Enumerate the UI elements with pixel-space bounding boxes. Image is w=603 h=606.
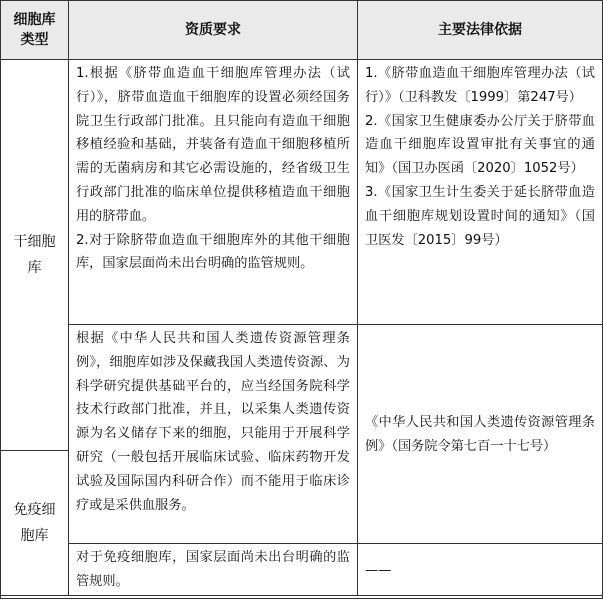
type-immune-cell-bank-text: 免疫细胞库 [13, 502, 56, 544]
header-type [1, 1, 68, 59]
header-requirements [69, 1, 357, 59]
stem-cell-requirement-1: 1.根据《脐带血造血干细胞库管理办法（试行）》，脐带血造血干细胞库的设置必须经国务院卫生行政部门批准。且只能向有造血干细胞移植经验和基础，并装备有造血干细胞移植所需的无菌病房和其它必需设施的，经省级卫生行政部门批准的临床单位提供移植造血干细胞用的脐带血。 [76, 66, 350, 224]
immune-cell-requirement-2: 对于免疫细胞库，国家层面尚未出台明确的监管规则。 [76, 550, 350, 589]
stem-cell-law-1: 1.《脐带血造血干细胞库管理办法（试行）》（卫科教发〔1999〕第247号） [365, 66, 595, 105]
header-legal-basis [358, 1, 602, 59]
immune-cell-requirement-extra [69, 544, 357, 595]
header-requirements-text: 资质要求 [185, 22, 241, 38]
border-row-split-middle [68, 324, 603, 325]
stem-cell-legal-basis [358, 60, 602, 324]
type-stem-cell-bank-text: 干细胞库 [13, 234, 56, 276]
immune-cell-law-1: 《中华人民共和国人类遗传资源管理条例》（国务院令第七百一十七号） [365, 415, 595, 454]
immune-cell-legal-basis [358, 325, 602, 543]
stem-cell-requirement-2: 2.对于除脐带血造血干细胞库外的其他干细胞库，国家层面尚未出台明确的监管规则。 [76, 232, 350, 272]
border-bottom-double [0, 598, 603, 599]
border-type-split [0, 450, 69, 451]
border-col-2 [357, 0, 358, 596]
stem-cell-requirements [69, 60, 357, 324]
immune-cell-legal-basis-extra [358, 544, 602, 595]
border-bottom [0, 595, 603, 596]
type-stem-cell-bank [1, 60, 68, 450]
border-left [0, 0, 1, 599]
type-immune-cell-bank [1, 451, 68, 595]
stem-cell-law-3: 3.《国家卫生计生委关于延长脐带血造血干细胞库规划设置时间的通知》（国卫医发〔2015〕99号） [365, 184, 595, 248]
header-type-text: 细胞库类型 [13, 12, 56, 48]
border-col-1 [68, 0, 69, 596]
border-top [0, 0, 603, 1]
immune-cell-law-2: —— [365, 562, 392, 578]
stem-cell-law-2: 2.《国家卫生健康委办公厅关于脐带血造血干细胞库设置审批有关事宜的通知》（国卫办医函〔2020〕1052号） [365, 113, 595, 177]
immune-cell-requirement-main [69, 325, 357, 543]
border-row-split-lower [68, 543, 603, 544]
immune-cell-requirement-1: 根据《中华人民共和国人类遗传资源管理条例》，细胞库如涉及保藏我国人类遗传资源、为科学研究提供基础平台的，应当经国务院科学技术行政部门批准，并且，以采集人类遗传资源为名义储存下来的细胞，只能用于开展科学研究（一般包括开展临床试验、临床药物开发试验及国际国内科研合作）而不能用于临床诊疗或是采供血服务。 [76, 331, 350, 513]
header-legal-basis-text: 主要法律依据 [438, 22, 522, 38]
border-header-bottom [0, 59, 603, 60]
